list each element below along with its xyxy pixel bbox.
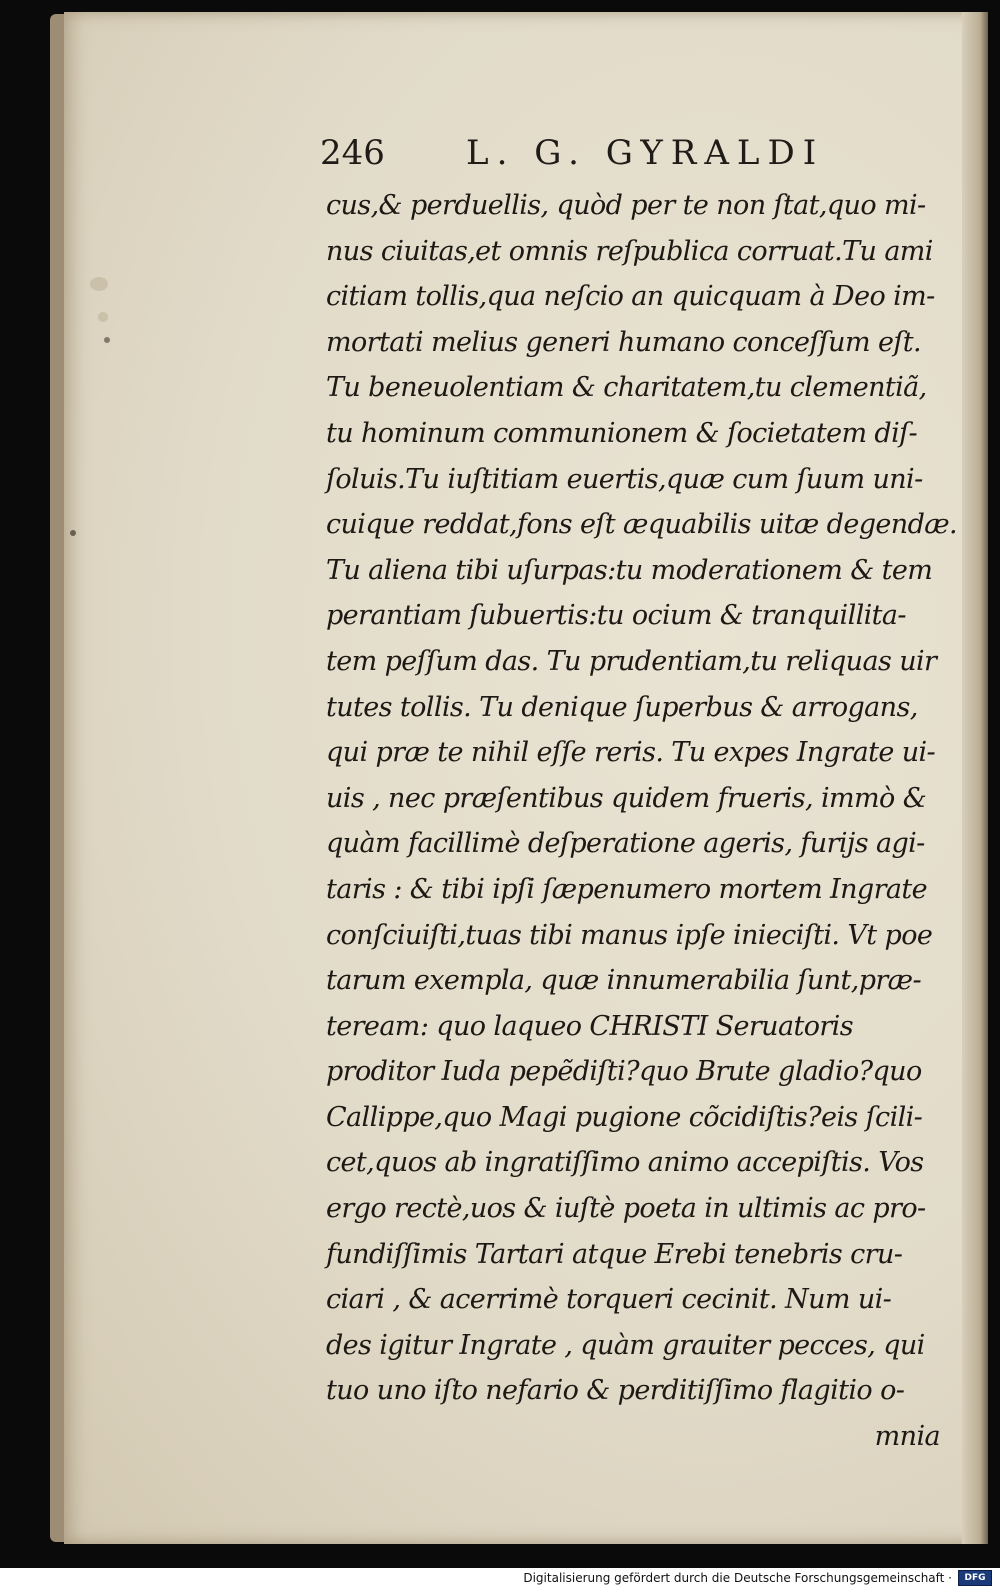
text-line: quàm facillimè deſperatione ageris, furijs agi- (326, 828, 925, 860)
dfg-logo-text: DFG (964, 1573, 986, 1583)
dfg-logo (958, 1570, 992, 1586)
text-line: cet,quos ab ingratiſſimo animo accepiſtis. Vos (326, 1147, 924, 1179)
text-line: fundiſſimis Tartari atque Erebi tenebris cru- (326, 1238, 903, 1270)
text-line: cuique reddat,fons eſt æquabilis uitæ degendæ. (326, 509, 958, 541)
page-number: 246 (320, 133, 385, 173)
text-line: tutes tollis. Tu denique ſuperbus & arrogans, (326, 691, 918, 723)
text-line: Tu aliena tibi uſurpas:tu moderationem & tem (326, 554, 933, 586)
digitization-footer (0, 1568, 1000, 1589)
text-line: tuo uno iſto nefario & perditiſſimo flagitio o- (326, 1375, 905, 1407)
text-line: Callippe,quo Magi pugione cõcidiſtis?eis ſcili- (326, 1101, 923, 1133)
page-header (320, 133, 840, 183)
text-line: nus ciuitas,et omnis reſpublica corruat.Tu ami (326, 235, 933, 267)
text-line: citiam tollis,qua neſcio an quicquam à Deo im- (326, 281, 935, 313)
text-line: uis , nec præſentibus quidem frueris, immò & (326, 782, 927, 814)
text-line: proditor Iuda pepẽdiſti?quo Brute gladio?quo (326, 1056, 922, 1088)
text-line: des igitur Ingrate , quàm grauiter pecces, qui (326, 1329, 925, 1361)
text-block (326, 183, 958, 1460)
paper-speck (70, 530, 76, 536)
text-line: tu hominum communionem & ſocietatem diſ- (326, 417, 918, 449)
text-line: perantiam ſubuertis:tu ocium & tranquillita- (326, 600, 906, 632)
text-line: Tu beneuolentiam & charitatem,tu clementiã, (326, 372, 927, 404)
text-line: taris : & tibi ipſi ſæpenumero mortem Ingrate (326, 873, 928, 905)
text-line: ergo rectè,uos & iuſtè poeta in ultimis ac pro- (326, 1193, 926, 1225)
paper-stain (98, 312, 108, 322)
catchword: mnia (874, 1421, 940, 1453)
paper-speck (104, 337, 110, 343)
text-line: ſoluis.Tu iuſtitiam euertis,quæ cum ſuum uni- (326, 463, 923, 495)
paper-stain (90, 277, 108, 291)
text-line: qui præ te nihil eſſe reris. Tu expes Ingrate ui- (326, 737, 936, 769)
funding-credit: Digitalisierung gefördert durch die Deutsche Forschungsgemeinschaft · (523, 1571, 952, 1585)
text-line: cus,& perduellis, quòd per te non ſtat,quo mi- (326, 190, 926, 221)
text-line: mortati melius generi humano conceſſum eſt. (326, 326, 921, 358)
running-head: L. G. GYRALDI (466, 133, 825, 173)
text-line: conſciuiſti,tuas tibi manus ipſe inieciſti. Vt poe (326, 919, 933, 951)
text-line: tarum exempla, quæ innumerabilia ſunt,præ- (326, 965, 921, 997)
text-line: ciari , & acerrimè torqueri cecinit. Num ui- (326, 1284, 892, 1316)
text-line: tem peſſum das. Tu prudentiam,tu reliquas uir (326, 645, 937, 677)
page-gutter (962, 12, 988, 1544)
text-line: teream: quo laqueo CHRISTI Seruatoris (326, 1010, 853, 1042)
